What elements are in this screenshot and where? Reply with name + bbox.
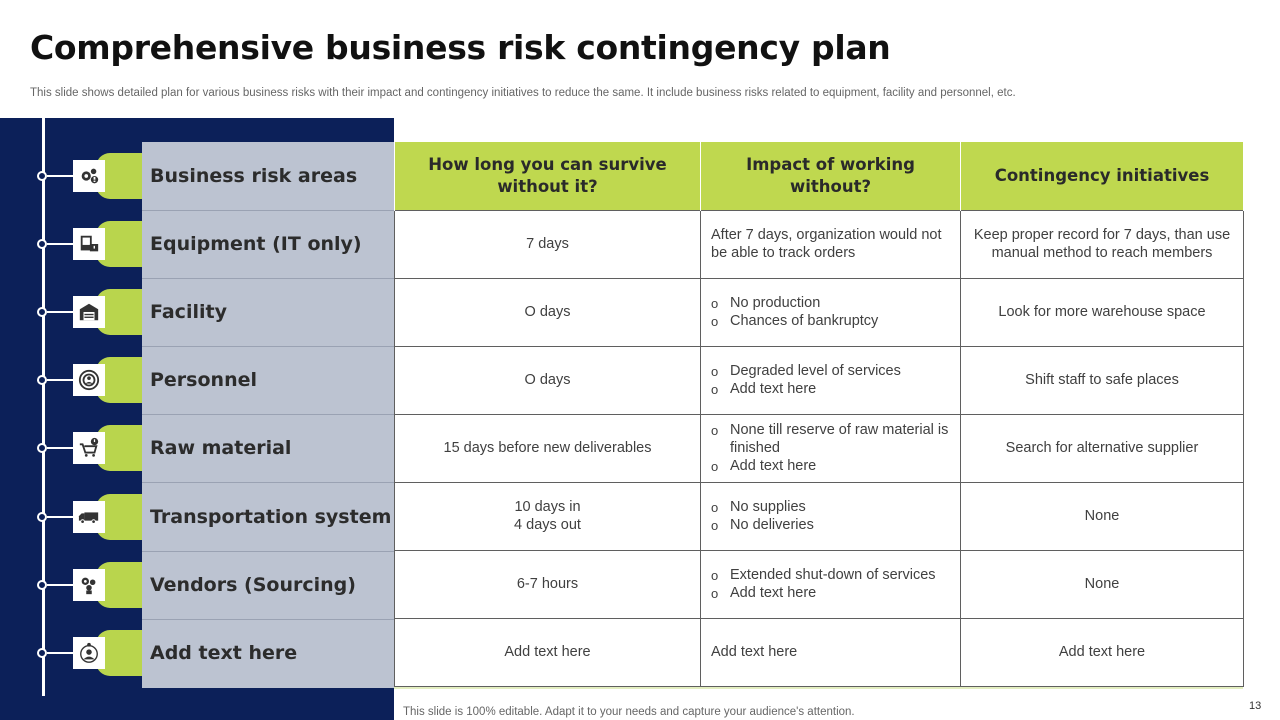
timeline-connector — [47, 652, 73, 654]
contingency-cell: Shift staff to safe places — [961, 346, 1244, 414]
contingency-cell: Look for more warehouse space — [961, 278, 1244, 346]
impact-item: o No production — [711, 294, 950, 312]
survive-cell: 15 days before new deliverables — [395, 414, 701, 482]
survive-cell: O days — [395, 278, 701, 346]
table-row — [395, 618, 1244, 686]
column-header-impact: Impact of working without? — [701, 142, 961, 210]
survive-cell: O days — [395, 346, 701, 414]
impact-item: o None till reserve of raw material is finished — [711, 421, 950, 457]
gears-alert-icon — [73, 160, 105, 192]
risk-area-label: Raw material — [150, 437, 292, 459]
impact-item: o Chances of bankruptcy — [711, 312, 950, 330]
impact-item: o Degraded level of services — [711, 362, 950, 380]
vendor-gears-icon — [73, 569, 105, 601]
page-number: 13 — [1249, 700, 1262, 712]
timeline-node — [37, 443, 47, 453]
timeline-node — [37, 239, 47, 249]
impact-list — [711, 566, 950, 602]
impact-cell — [701, 414, 961, 482]
cart-alert-icon — [73, 432, 105, 464]
contingency-cell: None — [961, 482, 1244, 550]
timeline-node — [37, 580, 47, 590]
table-row — [395, 414, 1244, 482]
timeline-node — [37, 512, 47, 522]
timeline-connector — [47, 447, 73, 449]
impact-item: o No deliveries — [711, 516, 950, 534]
risk-areas-header: Business risk areas — [150, 165, 358, 187]
survive-cell: 6-7 hours — [395, 550, 701, 618]
table-row — [395, 210, 1244, 278]
risk-area-label: Equipment (IT only) — [150, 233, 362, 255]
user-gear-icon — [73, 637, 105, 669]
risk-area-label: Transportation system — [150, 506, 392, 528]
column-header-contingency: Contingency initiatives — [961, 142, 1244, 210]
contingency-cell: Add text here — [961, 618, 1244, 686]
footer-note: This slide is 100% editable. Adapt it to your needs and capture your audience's attention. — [403, 706, 855, 718]
risk-area-label: Vendors (Sourcing) — [150, 574, 356, 596]
risk-area-label: Facility — [150, 301, 227, 323]
contingency-cell: Search for alternative supplier — [961, 414, 1244, 482]
timeline-connector — [47, 311, 73, 313]
slide-title: Comprehensive business risk contingency plan — [30, 28, 891, 67]
impact-cell — [701, 550, 961, 618]
timeline-node — [37, 171, 47, 181]
table-row — [395, 346, 1244, 414]
column-header-survive: How long you can survive without it? — [395, 142, 701, 210]
table-row — [395, 550, 1244, 618]
impact-cell: Add text here — [701, 618, 961, 686]
timeline-connector — [47, 243, 73, 245]
contingency-cell: None — [961, 550, 1244, 618]
computer-warning-icon — [73, 228, 105, 260]
timeline-node — [37, 648, 47, 658]
contingency-cell: Keep proper record for 7 days, than use manual method to reach members — [961, 210, 1244, 278]
impact-cell — [701, 482, 961, 550]
timeline-node — [37, 375, 47, 385]
person-target-icon — [73, 364, 105, 396]
impact-item: o Extended shut-down of services — [711, 566, 950, 584]
timeline-node — [37, 307, 47, 317]
impact-cell — [701, 278, 961, 346]
impact-list — [711, 498, 950, 534]
impact-item: o Add text here — [711, 584, 950, 602]
impact-list — [711, 362, 950, 398]
table-bottom-rule — [394, 687, 1243, 689]
table-row — [395, 278, 1244, 346]
timeline-connector — [47, 175, 73, 177]
survive-line: 4 days out — [514, 517, 581, 533]
timeline-line — [42, 118, 45, 696]
survive-cell — [395, 482, 701, 550]
impact-cell: After 7 days, organization would not be able to track orders — [701, 210, 961, 278]
risk-area-label: Personnel — [150, 369, 257, 391]
warehouse-icon — [73, 296, 105, 328]
timeline-connector — [47, 379, 73, 381]
impact-item: o Add text here — [711, 457, 950, 475]
impact-cell — [701, 346, 961, 414]
impact-item: o No supplies — [711, 498, 950, 516]
survive-line: 10 days in — [514, 499, 581, 515]
impact-list — [711, 294, 950, 330]
table-row — [395, 482, 1244, 550]
survive-cell: Add text here — [395, 618, 701, 686]
table-header-row — [395, 142, 1244, 210]
truck-icon — [73, 501, 105, 533]
slide-subtitle: This slide shows detailed plan for various business risks with their impact and contingency initiatives to reduce the same. It include business risks related to equipment, facility and personnel, etc. — [30, 87, 1016, 99]
timeline-connector — [47, 516, 73, 518]
impact-item: o Add text here — [711, 380, 950, 398]
timeline-connector — [47, 584, 73, 586]
risk-table — [394, 142, 1244, 687]
impact-list — [711, 421, 950, 475]
risk-area-label: Add text here — [150, 642, 298, 664]
survive-cell: 7 days — [395, 210, 701, 278]
